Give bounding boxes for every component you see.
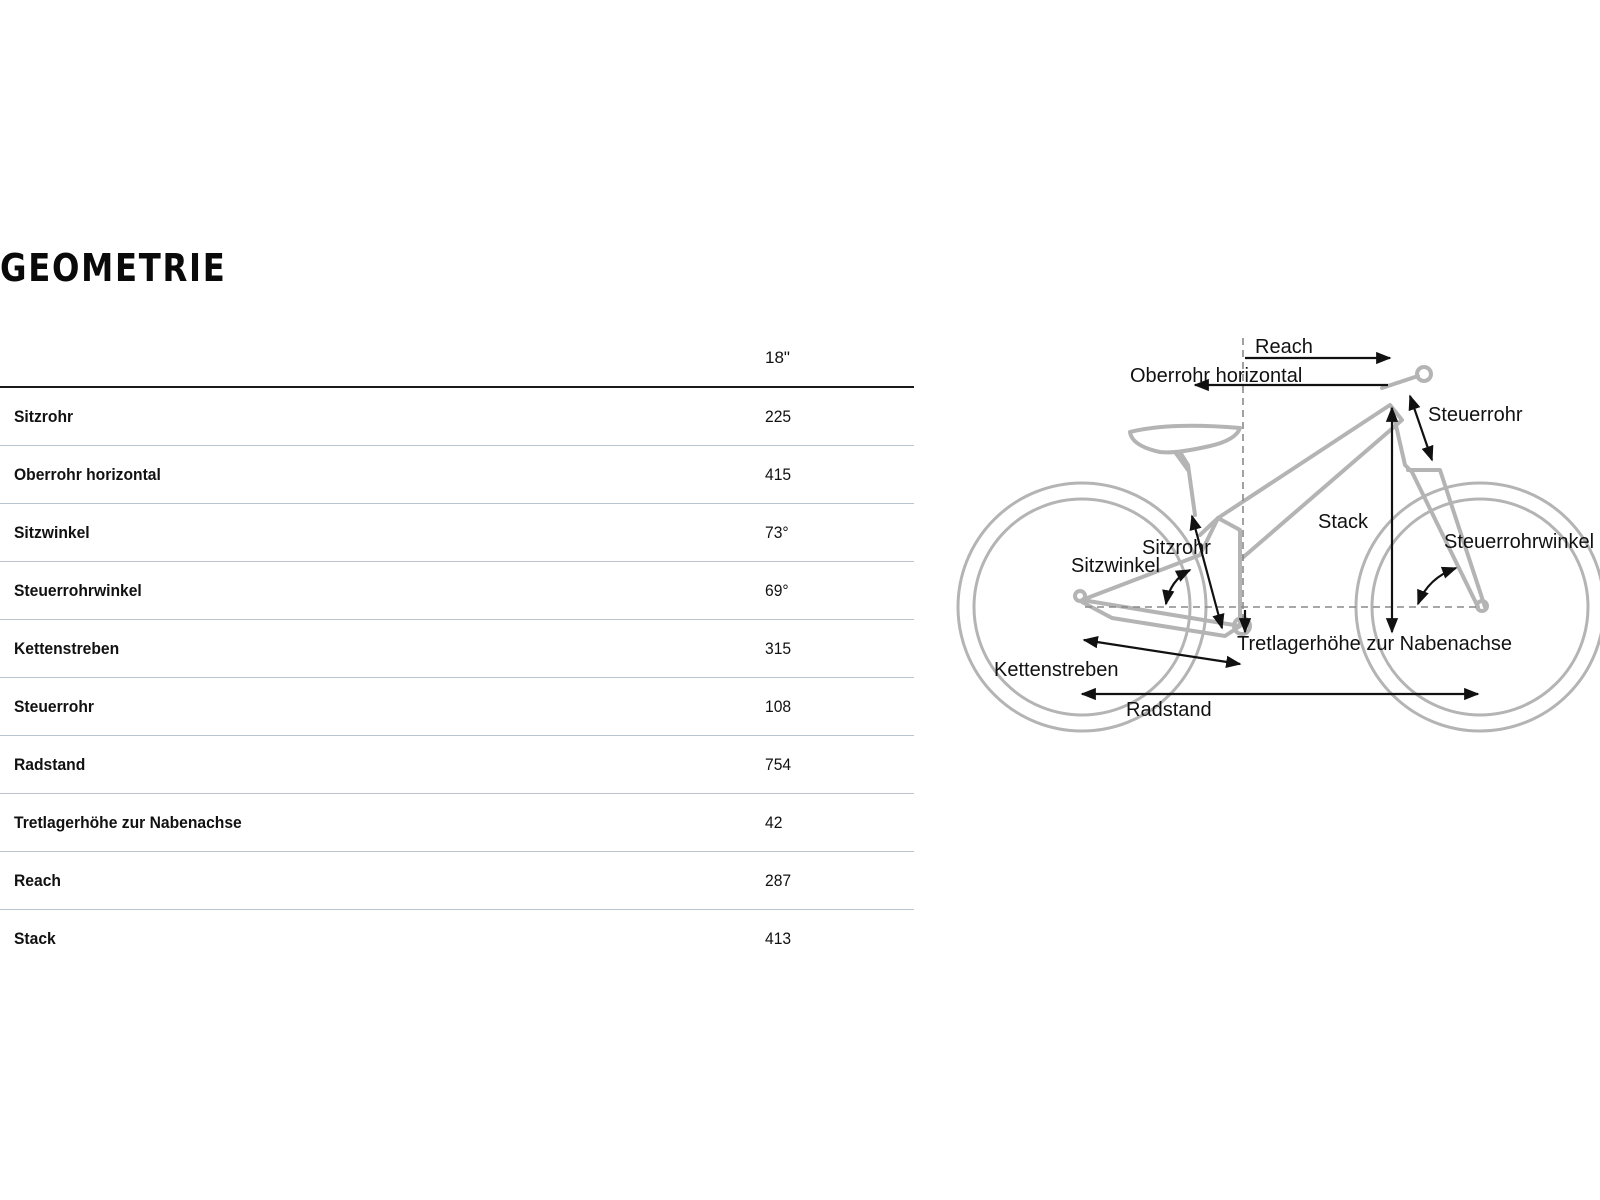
label-stack: Stack [1318,511,1369,533]
size-column-header: 18" [765,348,790,367]
table-row [0,794,914,852]
table-row [0,504,914,562]
row-label: Sitzwinkel [14,523,90,542]
row-label: Reach [14,871,61,890]
label-radstand: Radstand [1126,699,1212,721]
row-label: Tretlagerhöhe zur Nabenachse [14,813,242,832]
table-row [0,562,914,620]
row-label: Sitzrohr [14,407,74,426]
row-value: 225 [765,407,792,426]
table-row [0,446,914,504]
row-value: 108 [765,697,792,716]
row-label: Kettenstreben [14,639,120,658]
label-reach: Reach [1255,336,1313,358]
row-value: 415 [765,465,792,484]
page-title: GEOMETRIE [0,246,227,290]
row-value: 73° [765,523,789,542]
table-row [0,736,914,794]
label-tretlager: Tretlagerhöhe zur Nabenachse [1237,633,1512,655]
table-row [0,620,914,678]
label-oberrohr: Oberrohr horizontal [1130,365,1303,387]
bike-geometry-svg [950,330,1600,750]
label-kettenstreben: Kettenstreben [994,659,1119,681]
row-value: 287 [765,871,792,890]
label-steuerrohr: Steuerrohr [1428,404,1523,426]
geometry-table [0,330,914,967]
label-steuerrohrwinkel: Steuerrohrwinkel [1444,531,1595,553]
label-sitzwinkel: Sitzwinkel [1071,555,1160,577]
bike-geometry-diagram [950,330,1600,750]
steuerrohrwinkel-arrow [1418,568,1456,604]
row-label: Steuerrohr [14,697,94,716]
label-sitzrohr: Sitzrohr [1142,537,1211,559]
row-label: Radstand [14,755,86,774]
row-value: 42 [765,813,783,832]
table-header [0,330,914,388]
row-value: 69° [765,581,789,600]
row-label: Steuerrohrwinkel [14,581,142,600]
row-value: 754 [765,755,792,774]
bike-frame-icon [1075,367,1487,636]
row-label: Oberrohr horizontal [14,465,161,484]
table-row [0,852,914,910]
table-row [0,910,914,967]
row-label: Stack [14,929,56,948]
table-row [0,678,914,736]
row-value: 413 [765,929,792,948]
table-row [0,388,914,446]
row-value: 315 [765,639,792,658]
